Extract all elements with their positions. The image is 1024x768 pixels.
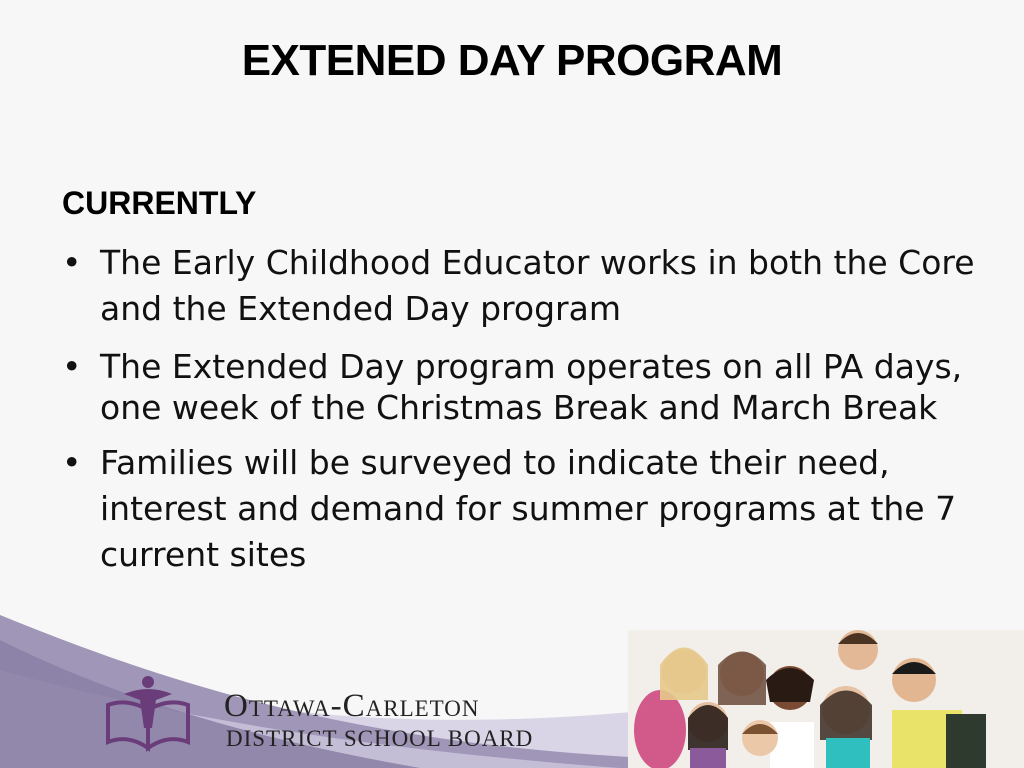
bullet-text: The Early Childhood Educator works in both the Core and the Extended Day program [100, 243, 975, 328]
bullet-item [62, 240, 982, 332]
organization-subtitle: DISTRICT SCHOOL BOARD [226, 726, 534, 751]
bullet-item [62, 440, 982, 578]
group-of-students-photo [628, 630, 1024, 768]
section-heading: CURRENTLY [62, 185, 257, 221]
bullet-marker: • [62, 443, 82, 482]
slide-title: EXTENED DAY PROGRAM [241, 36, 783, 85]
bullet-list [62, 240, 982, 578]
organization-name: Ottawa-Carleton [224, 688, 480, 724]
bullet-marker: • [62, 347, 82, 386]
bullet-text: The Extended Day program operates on all PA days, one week of the Christmas Break and March Break [100, 347, 963, 427]
bullet-marker: • [62, 243, 82, 282]
bullet-text: Families will be surveyed to indicate their need, interest and demand for summer programs at the 7 current sites [100, 443, 957, 574]
bullet-item [62, 346, 982, 428]
